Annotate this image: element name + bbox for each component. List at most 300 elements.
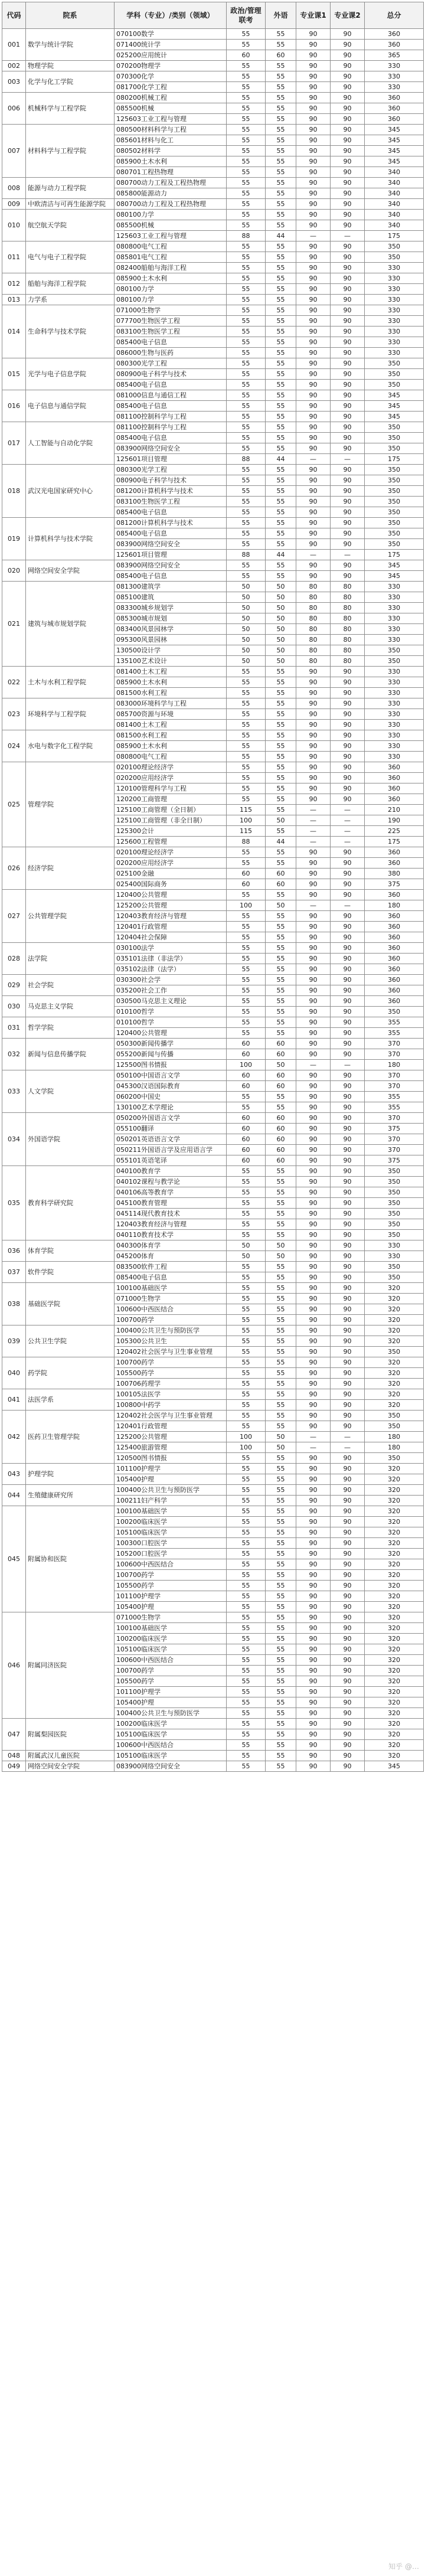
score-total: 320 bbox=[365, 1591, 424, 1602]
score-total: 320 bbox=[365, 1304, 424, 1315]
subject-name: 工商管理（非全日制） bbox=[141, 816, 206, 824]
score-total: 330 bbox=[365, 624, 424, 635]
score-politics: 55 bbox=[227, 1751, 266, 1761]
score-course1: 80 bbox=[296, 603, 331, 613]
dept-code: 013 bbox=[2, 295, 26, 305]
subject-code: 125200 bbox=[116, 1432, 141, 1441]
score-course2: 90 bbox=[331, 220, 365, 231]
score-politics: 55 bbox=[227, 677, 266, 688]
score-language: 55 bbox=[266, 911, 296, 922]
score-politics: 55 bbox=[227, 252, 266, 263]
score-total: 350 bbox=[365, 656, 424, 667]
subject-code: 030100 bbox=[116, 943, 141, 952]
dept-name: 经济学院 bbox=[26, 847, 115, 890]
subject-cell bbox=[115, 698, 227, 709]
score-total: 320 bbox=[365, 1676, 424, 1687]
score-language: 55 bbox=[266, 1666, 296, 1676]
score-politics: 55 bbox=[227, 1761, 266, 1772]
subject-code: 100700 bbox=[116, 1358, 141, 1366]
score-total: 210 bbox=[365, 805, 424, 815]
subject-name: 临床医学 bbox=[141, 1645, 167, 1653]
subject-cell bbox=[115, 1538, 227, 1549]
score-language: 55 bbox=[266, 1315, 296, 1325]
score-total: 225 bbox=[365, 826, 424, 837]
score-total: 350 bbox=[365, 1411, 424, 1421]
subject-cell bbox=[115, 1719, 227, 1729]
table-row bbox=[2, 1039, 424, 1049]
score-politics: 88 bbox=[227, 550, 266, 560]
score-politics: 55 bbox=[227, 93, 266, 103]
dept-code: 035 bbox=[2, 1166, 26, 1240]
score-total: 320 bbox=[365, 1751, 424, 1761]
dept-code: 040 bbox=[2, 1357, 26, 1389]
subject-cell bbox=[115, 1761, 227, 1772]
subject-code: 030300 bbox=[116, 975, 141, 984]
score-course1: 90 bbox=[296, 497, 331, 507]
score-politics: 55 bbox=[227, 1421, 266, 1432]
subject-cell bbox=[115, 401, 227, 412]
score-course2: — bbox=[331, 805, 365, 815]
score-politics: 55 bbox=[227, 1623, 266, 1634]
score-total: 350 bbox=[365, 1187, 424, 1198]
score-politics: 55 bbox=[227, 199, 266, 210]
dept-name: 马克思主义学院 bbox=[26, 996, 115, 1017]
score-course2: 90 bbox=[331, 1145, 365, 1155]
subject-name: 新闻传播学 bbox=[141, 1039, 174, 1047]
subject-name: 中西医结合 bbox=[141, 1305, 174, 1313]
score-course2: 90 bbox=[331, 263, 365, 273]
subject-cell bbox=[115, 1485, 227, 1496]
score-politics: 55 bbox=[227, 1538, 266, 1549]
score-total: 320 bbox=[365, 1400, 424, 1411]
subject-cell bbox=[115, 1602, 227, 1612]
score-total: 320 bbox=[365, 1474, 424, 1485]
subject-cell bbox=[115, 390, 227, 401]
score-course2: 90 bbox=[331, 730, 365, 741]
subject-code: 082400 bbox=[116, 263, 141, 272]
score-language: 55 bbox=[266, 805, 296, 815]
score-politics: 55 bbox=[227, 1474, 266, 1485]
subject-cell bbox=[115, 954, 227, 964]
subject-code: 085400 bbox=[116, 529, 141, 537]
table-row bbox=[2, 1751, 424, 1761]
subject-name: 电子信息 bbox=[141, 508, 167, 516]
table-row bbox=[2, 847, 424, 858]
table-row bbox=[2, 1506, 424, 1517]
score-course1: 90 bbox=[296, 29, 331, 40]
dept-name: 药学院 bbox=[26, 1357, 115, 1389]
dept-code: 031 bbox=[2, 1017, 26, 1039]
subject-code: 080300 bbox=[116, 359, 141, 367]
watermark: 知乎 @… bbox=[388, 2562, 419, 2571]
subject-cell bbox=[115, 1251, 227, 1262]
score-course1: 90 bbox=[296, 412, 331, 422]
score-course1: 90 bbox=[296, 1761, 331, 1772]
dept-code: 024 bbox=[2, 730, 26, 762]
score-total: 350 bbox=[365, 443, 424, 454]
score-politics: 55 bbox=[227, 1325, 266, 1336]
score-language: 50 bbox=[266, 1240, 296, 1251]
score-total: 330 bbox=[365, 327, 424, 337]
score-total: 370 bbox=[365, 1081, 424, 1092]
score-course1: 90 bbox=[296, 1145, 331, 1155]
score-course1: 90 bbox=[296, 1506, 331, 1517]
subject-name: 社会医学与卫生事业管理 bbox=[141, 1411, 212, 1419]
score-total: 330 bbox=[365, 613, 424, 624]
subject-code: 105500 bbox=[116, 1677, 141, 1685]
score-course1: 90 bbox=[296, 1623, 331, 1634]
subject-cell bbox=[115, 730, 227, 741]
score-language: 50 bbox=[266, 603, 296, 613]
score-politics: 55 bbox=[227, 135, 266, 146]
subject-cell bbox=[115, 1570, 227, 1581]
dept-name: 公共管理学院 bbox=[26, 890, 115, 943]
score-language: 50 bbox=[266, 613, 296, 624]
subject-name: 英语语言文学 bbox=[141, 1135, 180, 1143]
score-total: 360 bbox=[365, 794, 424, 805]
subject-cell bbox=[115, 550, 227, 560]
dept-name: 基础医学院 bbox=[26, 1283, 115, 1325]
subject-name: 理论经济学 bbox=[141, 763, 174, 771]
dept-name: 建筑与城市规划学院 bbox=[26, 582, 115, 667]
score-course2: 90 bbox=[331, 975, 365, 985]
score-course2: 90 bbox=[331, 1751, 365, 1761]
score-language: 55 bbox=[266, 401, 296, 412]
score-total: 350 bbox=[365, 1272, 424, 1283]
score-politics: 55 bbox=[227, 688, 266, 698]
subject-name: 计算机科学与技术 bbox=[141, 518, 193, 527]
dept-name: 管理学院 bbox=[26, 762, 115, 847]
dept-code: 012 bbox=[2, 273, 26, 295]
score-total: 365 bbox=[365, 50, 424, 61]
dept-code: 029 bbox=[2, 975, 26, 996]
score-total: 320 bbox=[365, 1602, 424, 1612]
table-header-row bbox=[2, 2, 424, 29]
score-course1: 80 bbox=[296, 635, 331, 645]
score-language: 55 bbox=[266, 1007, 296, 1017]
score-course1: 90 bbox=[296, 932, 331, 943]
subject-cell bbox=[115, 146, 227, 156]
subject-cell bbox=[115, 40, 227, 50]
score-total: 360 bbox=[365, 858, 424, 869]
score-course1: 90 bbox=[296, 1262, 331, 1272]
score-language: 55 bbox=[266, 677, 296, 688]
score-course1: 80 bbox=[296, 613, 331, 624]
score-language: 55 bbox=[266, 1517, 296, 1527]
score-language: 55 bbox=[266, 71, 296, 82]
score-course1: 90 bbox=[296, 1102, 331, 1113]
subject-code: 100600 bbox=[116, 1741, 141, 1749]
score-course2: 90 bbox=[331, 773, 365, 783]
score-course1: 90 bbox=[296, 1070, 331, 1081]
score-language: 55 bbox=[266, 922, 296, 932]
subject-cell bbox=[115, 369, 227, 380]
subject-code: 080900 bbox=[116, 370, 141, 378]
subject-code: 101100 bbox=[116, 1687, 141, 1696]
score-language: 55 bbox=[266, 146, 296, 156]
subject-code: 100800 bbox=[116, 1400, 141, 1409]
subject-name: 光学工程 bbox=[141, 359, 167, 367]
header-total: 总分 bbox=[365, 2, 424, 29]
subject-code: 085100 bbox=[116, 593, 141, 601]
subject-name: 马克思主义理论 bbox=[141, 997, 187, 1005]
subject-cell bbox=[115, 1070, 227, 1081]
dept-name: 社会学院 bbox=[26, 975, 115, 996]
score-politics: 55 bbox=[227, 752, 266, 762]
score-total: 360 bbox=[365, 103, 424, 114]
score-language: 60 bbox=[266, 1081, 296, 1092]
score-course1: 90 bbox=[296, 1230, 331, 1240]
score-course1: 90 bbox=[296, 71, 331, 82]
score-language: 55 bbox=[266, 1187, 296, 1198]
subject-name: 工业工程与管理 bbox=[141, 231, 187, 240]
subject-cell bbox=[115, 1421, 227, 1432]
score-language: 55 bbox=[266, 858, 296, 869]
score-course1: 90 bbox=[296, 1411, 331, 1421]
score-politics: 55 bbox=[227, 1092, 266, 1102]
subject-name: 汉语国际教育 bbox=[141, 1082, 180, 1090]
subject-cell bbox=[115, 1581, 227, 1591]
score-language: 55 bbox=[266, 1017, 296, 1028]
score-language: 55 bbox=[266, 1325, 296, 1336]
dept-name: 力学系 bbox=[26, 295, 115, 305]
subject-name: 教育管理 bbox=[141, 1199, 167, 1207]
subject-code: 101100 bbox=[116, 1592, 141, 1600]
subject-code: 085400 bbox=[116, 1273, 141, 1281]
subject-code: 040102 bbox=[116, 1177, 141, 1186]
score-language: 55 bbox=[266, 539, 296, 550]
score-course2: 90 bbox=[331, 305, 365, 316]
score-total: 355 bbox=[365, 1028, 424, 1039]
subject-code: 040110 bbox=[116, 1230, 141, 1239]
subject-code: 080701 bbox=[116, 168, 141, 176]
subject-code: 071000 bbox=[116, 306, 141, 314]
score-politics: 50 bbox=[227, 603, 266, 613]
score-course1: 90 bbox=[296, 1549, 331, 1559]
score-politics: 55 bbox=[227, 220, 266, 231]
score-total: 320 bbox=[365, 1729, 424, 1740]
score-politics: 55 bbox=[227, 475, 266, 486]
score-course2: 90 bbox=[331, 1538, 365, 1549]
score-course2: 90 bbox=[331, 1655, 365, 1666]
table-row bbox=[2, 730, 424, 741]
score-course1: 90 bbox=[296, 1453, 331, 1464]
subject-code: 086000 bbox=[116, 348, 141, 357]
table-row bbox=[2, 1166, 424, 1177]
subject-code: 083100 bbox=[116, 497, 141, 505]
subject-cell bbox=[115, 61, 227, 71]
score-total: 330 bbox=[365, 635, 424, 645]
subject-code: 085400 bbox=[116, 508, 141, 516]
subject-code: 085900 bbox=[116, 742, 141, 750]
table-row bbox=[2, 241, 424, 252]
subject-cell bbox=[115, 412, 227, 422]
subject-cell bbox=[115, 295, 227, 305]
subject-cell bbox=[115, 497, 227, 507]
score-course1: 90 bbox=[296, 1336, 331, 1347]
score-language: 55 bbox=[266, 932, 296, 943]
score-course1: 90 bbox=[296, 1028, 331, 1039]
score-course1: 90 bbox=[296, 1124, 331, 1134]
subject-cell bbox=[115, 1007, 227, 1017]
subject-code: 080502 bbox=[116, 146, 141, 155]
score-total: 320 bbox=[365, 1315, 424, 1325]
score-politics: 55 bbox=[227, 167, 266, 178]
score-course1: 90 bbox=[296, 869, 331, 879]
score-total: 360 bbox=[365, 762, 424, 773]
score-course2: 90 bbox=[331, 390, 365, 401]
subject-name: 基础医学 bbox=[141, 1507, 167, 1515]
score-politics: 55 bbox=[227, 1634, 266, 1644]
score-course1: 90 bbox=[296, 443, 331, 454]
subject-cell bbox=[115, 1336, 227, 1347]
score-course1: 90 bbox=[296, 422, 331, 433]
score-politics: 50 bbox=[227, 624, 266, 635]
score-total: 345 bbox=[365, 571, 424, 582]
score-total: 190 bbox=[365, 815, 424, 826]
subject-name: 教育经济与管理 bbox=[141, 1220, 187, 1228]
subject-cell bbox=[115, 1145, 227, 1155]
score-politics: 55 bbox=[227, 358, 266, 369]
subject-name: 电子信息 bbox=[141, 338, 167, 346]
dept-code: 014 bbox=[2, 305, 26, 358]
score-politics: 55 bbox=[227, 1272, 266, 1283]
score-total: 355 bbox=[365, 1092, 424, 1102]
score-total: 370 bbox=[365, 1145, 424, 1155]
subject-code: 105500 bbox=[116, 1369, 141, 1377]
subject-name: 国际商务 bbox=[141, 880, 167, 888]
score-course2: 90 bbox=[331, 847, 365, 858]
score-politics: 55 bbox=[227, 1655, 266, 1666]
score-total: 350 bbox=[365, 1007, 424, 1017]
score-language: 55 bbox=[266, 1389, 296, 1400]
score-total: 350 bbox=[365, 380, 424, 390]
subject-cell bbox=[115, 964, 227, 975]
score-total: 350 bbox=[365, 518, 424, 528]
score-total: 330 bbox=[365, 667, 424, 677]
score-language: 50 bbox=[266, 1251, 296, 1262]
score-course2: 90 bbox=[331, 1166, 365, 1177]
score-language: 55 bbox=[266, 433, 296, 443]
subject-code: 080800 bbox=[116, 242, 141, 250]
subject-name: 力学 bbox=[141, 285, 154, 293]
score-total: 320 bbox=[365, 1644, 424, 1655]
dept-name: 生命科学与技术学院 bbox=[26, 305, 115, 358]
subject-cell bbox=[115, 1187, 227, 1198]
score-language: 55 bbox=[266, 29, 296, 40]
score-course2: 90 bbox=[331, 1240, 365, 1251]
score-course1: 90 bbox=[296, 178, 331, 188]
score-language: 55 bbox=[266, 1644, 296, 1655]
table-row bbox=[2, 975, 424, 985]
score-course1: 90 bbox=[296, 1400, 331, 1411]
score-politics: 55 bbox=[227, 996, 266, 1007]
score-total: 350 bbox=[365, 528, 424, 539]
score-total: 350 bbox=[365, 252, 424, 263]
score-total: 345 bbox=[365, 401, 424, 412]
subject-code: 035101 bbox=[116, 954, 141, 962]
subject-name: 会计 bbox=[141, 827, 154, 835]
score-course1: 90 bbox=[296, 146, 331, 156]
subject-cell bbox=[115, 178, 227, 188]
subject-code: 085900 bbox=[116, 274, 141, 282]
score-total: 340 bbox=[365, 199, 424, 210]
score-total: 330 bbox=[365, 582, 424, 592]
subject-name: 能源动力 bbox=[141, 189, 167, 197]
score-total: 320 bbox=[365, 1389, 424, 1400]
score-politics: 50 bbox=[227, 635, 266, 645]
score-course1: 90 bbox=[296, 922, 331, 932]
subject-cell bbox=[115, 135, 227, 146]
score-course1: — bbox=[296, 826, 331, 837]
score-course2: 90 bbox=[331, 210, 365, 220]
subject-code: 125600 bbox=[116, 837, 141, 845]
score-politics: 55 bbox=[227, 71, 266, 82]
score-language: 55 bbox=[266, 890, 296, 900]
subject-code: 020200 bbox=[116, 773, 141, 782]
dept-name: 机械科学与工程学院 bbox=[26, 93, 115, 125]
score-course2: 90 bbox=[331, 1283, 365, 1294]
subject-code: 081700 bbox=[116, 83, 141, 91]
score-course2: 90 bbox=[331, 1464, 365, 1474]
subject-code: 085700 bbox=[116, 710, 141, 718]
score-language: 55 bbox=[266, 252, 296, 263]
score-total: 360 bbox=[365, 932, 424, 943]
dept-name: 教育科学研究院 bbox=[26, 1166, 115, 1240]
score-language: 55 bbox=[266, 1602, 296, 1612]
subject-cell bbox=[115, 486, 227, 497]
table-row bbox=[2, 390, 424, 401]
subject-cell bbox=[115, 1676, 227, 1687]
subject-code: 120404 bbox=[116, 933, 141, 941]
score-course1: 90 bbox=[296, 943, 331, 954]
score-course2: 90 bbox=[331, 252, 365, 263]
subject-cell bbox=[115, 656, 227, 667]
table-row bbox=[2, 667, 424, 677]
subject-name: 临床医学 bbox=[141, 1528, 167, 1536]
header-subject: 学科（专业）/类别（领域） bbox=[115, 2, 227, 29]
score-politics: 55 bbox=[227, 1028, 266, 1039]
score-politics: 55 bbox=[227, 337, 266, 348]
score-course1: — bbox=[296, 837, 331, 847]
score-language: 44 bbox=[266, 550, 296, 560]
score-politics: 55 bbox=[227, 1368, 266, 1379]
subject-cell bbox=[115, 1017, 227, 1028]
score-course2: 90 bbox=[331, 1623, 365, 1634]
subject-name: 水利工程 bbox=[141, 688, 167, 697]
score-course2: 90 bbox=[331, 1517, 365, 1527]
score-course1: 90 bbox=[296, 1049, 331, 1060]
score-language: 55 bbox=[266, 847, 296, 858]
score-course2: 90 bbox=[331, 1602, 365, 1612]
subject-code: 081200 bbox=[116, 518, 141, 527]
subject-code: 080500 bbox=[116, 125, 141, 133]
subject-name: 生物学 bbox=[141, 306, 161, 314]
score-course2: 90 bbox=[331, 71, 365, 82]
score-politics: 55 bbox=[227, 560, 266, 571]
subject-name: 中国史 bbox=[141, 1092, 161, 1101]
score-course1: 90 bbox=[296, 1687, 331, 1697]
score-politics: 50 bbox=[227, 1240, 266, 1251]
score-course1: 90 bbox=[296, 188, 331, 199]
score-course2: 90 bbox=[331, 1124, 365, 1134]
score-course2: 90 bbox=[331, 497, 365, 507]
score-total: 370 bbox=[365, 1070, 424, 1081]
score-course2: — bbox=[331, 550, 365, 560]
subject-cell bbox=[115, 50, 227, 61]
score-course2: 90 bbox=[331, 1421, 365, 1432]
score-course1: 90 bbox=[296, 114, 331, 125]
